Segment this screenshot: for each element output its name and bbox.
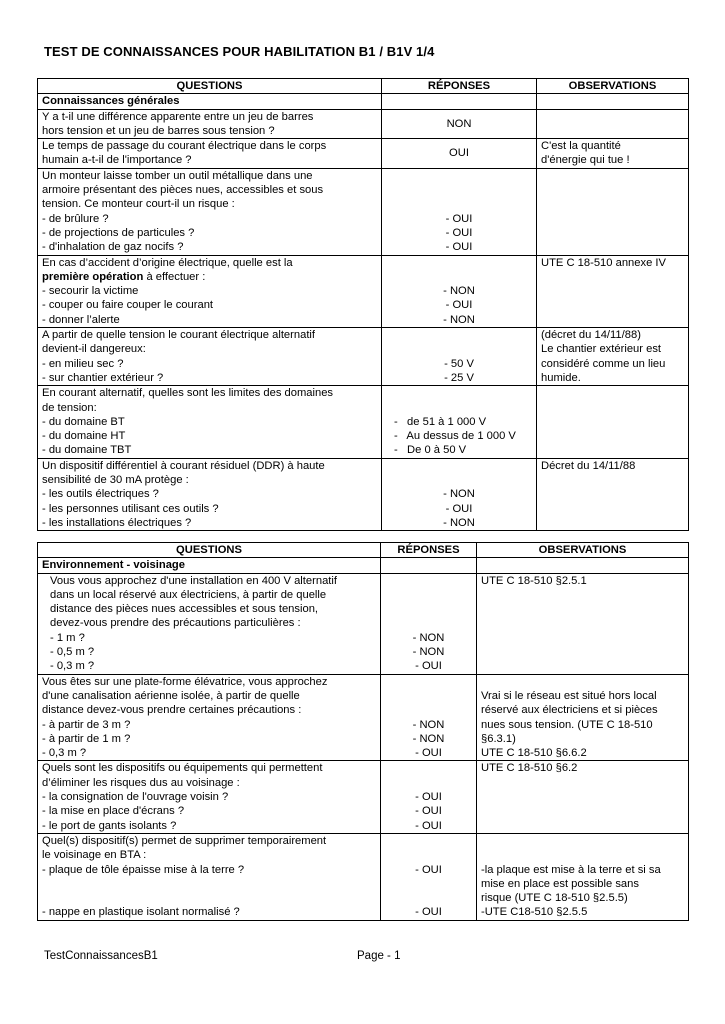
question-cell	[38, 573, 381, 674]
header-questions: QUESTIONS	[38, 79, 382, 94]
answer-line	[385, 675, 472, 689]
question-line: de tension:	[42, 401, 97, 414]
answer-line	[385, 703, 472, 717]
question-line: d’éliminer les risques dus au voisinage :	[42, 776, 240, 789]
question-line: - du domaine TBT	[42, 444, 132, 457]
answer-line: - NON	[443, 488, 475, 501]
question-line: d'une canalisation aérienne isolée, à partir de quelle	[42, 689, 300, 702]
section-row	[38, 94, 689, 109]
question-line: armoire présentant des pièces nues, accessibles et sous	[42, 184, 324, 197]
table-row	[38, 109, 689, 139]
observation-line: risque (UTE C 18-510 §2.5.5)	[481, 892, 628, 905]
observation-cell	[537, 168, 689, 255]
answer-line: - OUI	[415, 791, 442, 804]
answer-line	[386, 183, 532, 197]
answer-cell	[382, 168, 537, 255]
answer-cell	[382, 139, 537, 169]
answer-line	[385, 891, 472, 905]
answer-cell	[381, 833, 477, 920]
answer-line: - Au dessus de 1 000 V	[394, 430, 516, 443]
answer-line	[386, 256, 532, 270]
empty-cell	[477, 558, 689, 573]
answer-cell	[382, 255, 537, 327]
observation-cell	[537, 109, 689, 139]
section-title: Connaissances générales	[38, 94, 382, 109]
observation-cell	[537, 458, 689, 530]
answer-cell	[381, 674, 477, 761]
question-line: humain a-t-il de l'importance ?	[42, 154, 192, 167]
question-line: - en milieu sec ?	[42, 357, 124, 370]
question-line: dans un local réservé aux électriciens, à partir de quelle	[50, 588, 327, 601]
question-line: Un monteur laisse tomber un outil métallique dans une	[42, 169, 313, 182]
answer-line	[386, 169, 532, 183]
observation-line: UTE C 18-510 annexe IV	[541, 256, 666, 269]
question-line: - plaque de tôle épaisse mise à la terre ?	[42, 863, 245, 876]
observation-line: §6.3.1)	[481, 732, 516, 745]
observation-line	[481, 848, 684, 862]
observation-line: -la plaque est mise à la terre et si sa	[481, 863, 661, 876]
observation-line: Décret du 14/11/88	[541, 459, 636, 472]
observation-cell	[477, 674, 689, 761]
observation-line: Le chantier extérieur est	[541, 343, 662, 356]
answer-line: - OUI	[415, 747, 442, 760]
answer-line	[385, 574, 472, 588]
question-cell	[38, 458, 382, 530]
answer-line	[394, 386, 532, 400]
answer-line	[385, 877, 472, 891]
answer-line: - OUI	[445, 212, 473, 225]
knowledge-table-environment	[37, 542, 689, 921]
answer-cell	[382, 458, 537, 530]
answer-line	[385, 761, 472, 775]
answer-line	[386, 342, 532, 356]
answer-line: - NON	[443, 516, 475, 529]
question-cell	[38, 386, 382, 458]
answer-cell	[382, 328, 537, 386]
answer-line: - NON	[443, 285, 475, 298]
table-row	[38, 761, 689, 833]
question-line: - nappe en plastique isolant normalisé ?	[42, 906, 240, 919]
question-line: A partir de quelle tension le courant électrique alternatif	[42, 329, 316, 342]
question-line: distance des pièces nues accessibles et sous tension,	[50, 603, 319, 616]
header-answers: RÉPONSES	[382, 79, 537, 94]
question-line	[42, 877, 376, 891]
observation-cell	[477, 833, 689, 920]
question-line: devient-il dangereux:	[42, 343, 146, 356]
section-row	[38, 558, 689, 573]
question-cell	[38, 833, 381, 920]
table-row	[38, 139, 689, 169]
answer-line: - OUI	[415, 660, 442, 673]
question-line: En courant alternatif, quelles sont les limites des domaines	[42, 387, 334, 400]
observation-line: (décret du 14/11/88)	[541, 329, 641, 342]
answer-line: - De 0 à 50 V	[394, 444, 467, 457]
answer-line	[385, 848, 472, 862]
observation-cell	[537, 139, 689, 169]
footer-document-name: TestConnaissancesB1	[44, 950, 158, 962]
table-row	[38, 674, 689, 761]
observation-cell	[537, 255, 689, 327]
answer-line	[385, 588, 472, 602]
question-line: - d'inhalation de gaz nocifs ?	[42, 241, 184, 254]
observation-line: C'est la quantité	[541, 140, 621, 153]
observation-cell	[537, 386, 689, 458]
question-line: - du domaine BT	[42, 415, 125, 428]
answer-line	[385, 689, 472, 703]
question-line: Y a t-il une différence apparente entre un jeu de barres	[42, 110, 314, 123]
knowledge-table-general	[37, 78, 689, 531]
answer-cell	[381, 761, 477, 833]
question-line: - de projections de particules ?	[42, 226, 195, 239]
question-line	[42, 270, 377, 284]
question-line: tension. Ce monteur court-il un risque :	[42, 198, 235, 211]
header-observations: OBSERVATIONS	[537, 79, 689, 94]
answer-line: - 50 V	[444, 357, 474, 370]
answer-line: - OUI	[415, 863, 442, 876]
answer-line	[385, 834, 472, 848]
section-title: Environnement - voisinage	[38, 558, 381, 573]
answer-line: - de 51 à 1 000 V	[394, 415, 487, 428]
observation-cell	[477, 573, 689, 674]
question-line-end: à effectuer :	[143, 270, 206, 283]
observation-line: UTE C 18-510 §6.6.2	[481, 747, 587, 760]
question-line: - le port de gants isolants ?	[42, 819, 177, 832]
observation-line: humide.	[541, 371, 581, 384]
answer-line	[394, 401, 532, 415]
question-cell	[38, 168, 382, 255]
question-line: Quel(s) dispositif(s) permet de supprimer temporairement	[42, 834, 327, 847]
observation-line: UTE C 18-510 §2.5.1	[481, 574, 587, 587]
answer-line: OUI	[449, 147, 469, 160]
answer-line: - 25 V	[444, 371, 474, 384]
question-line: - donner l’alerte	[42, 313, 120, 326]
answer-line: - NON	[443, 313, 475, 326]
table-row	[38, 255, 689, 327]
table-header-row	[38, 543, 689, 558]
question-line: - 1 m ?	[50, 631, 85, 644]
answer-line: - OUI	[445, 226, 473, 239]
question-cell	[38, 139, 382, 169]
question-line: hors tension et un jeu de barres sous tension ?	[42, 124, 275, 137]
question-line: - du domaine HT	[42, 430, 126, 443]
answer-line	[386, 328, 532, 342]
question-line: Vous êtes sur une plate-forme élévatrice, vous approchez	[42, 675, 328, 688]
question-cell	[38, 255, 382, 327]
table-row	[38, 386, 689, 458]
answer-line	[386, 473, 532, 487]
question-line: Le temps de passage du courant électrique dans le corps	[42, 140, 327, 153]
observation-line	[481, 675, 684, 689]
answer-line	[385, 776, 472, 790]
question-line: Quels sont les dispositifs ou équipements qui permettent	[42, 762, 323, 775]
answer-line	[385, 616, 472, 630]
question-line: le voisinage en BTA :	[42, 849, 147, 862]
question-cell	[38, 109, 382, 139]
observation-line: considéré comme un lieu	[541, 357, 666, 370]
question-cell	[38, 761, 381, 833]
question-line: Un dispositif différentiel à courant résiduel (DDR) à haute	[42, 459, 325, 472]
observation-line: Vrai si le réseau est situé hors local	[481, 689, 657, 702]
observation-line: réservé aux électriciens et si pièces	[481, 704, 658, 717]
question-line: - secourir la victime	[42, 285, 139, 298]
question-line: distance devez-vous prendre certaines précautions :	[42, 704, 302, 717]
answer-line: NON	[446, 117, 472, 130]
question-line: - 0,5 m ?	[50, 646, 95, 659]
answer-cell	[382, 109, 537, 139]
answer-line	[385, 602, 472, 616]
question-line: - la consignation de l'ouvrage voisin ?	[42, 791, 229, 804]
question-line	[42, 891, 376, 905]
answer-line: - NON	[412, 732, 445, 745]
answer-line: - NON	[412, 646, 445, 659]
empty-cell	[381, 558, 477, 573]
answer-line: - OUI	[415, 805, 442, 818]
answer-line: - NON	[412, 631, 445, 644]
question-cell	[38, 674, 381, 761]
header-answers: RÉPONSES	[381, 543, 477, 558]
table-header-row	[38, 79, 689, 94]
footer-page-number: Page - 1	[357, 950, 401, 962]
answer-line	[386, 459, 532, 473]
question-cell	[38, 328, 382, 386]
answer-line: - OUI	[415, 819, 442, 832]
header-observations: OBSERVATIONS	[477, 543, 689, 558]
question-line: - de brûlure ?	[42, 212, 109, 225]
observation-line: -UTE C18-510 §2.5.5	[481, 906, 588, 919]
answer-cell	[382, 386, 537, 458]
answer-line: - OUI	[445, 502, 473, 515]
observation-line	[481, 834, 684, 848]
table-row	[38, 458, 689, 530]
answer-cell	[381, 573, 477, 674]
observation-line: mise en place est possible sans	[481, 877, 639, 890]
question-line: - 0,3 m ?	[42, 747, 87, 760]
question-line: - la mise en place d'écrans ?	[42, 805, 185, 818]
table-row	[38, 168, 689, 255]
question-line: - les personnes utilisant ces outils ?	[42, 502, 219, 515]
table-row	[38, 328, 689, 386]
observation-line: nues sous tension. (UTE C 18-510	[481, 718, 653, 731]
answer-line: - OUI	[445, 299, 473, 312]
table-row	[38, 573, 689, 674]
question-line: - à partir de 3 m ?	[42, 718, 131, 731]
question-emphasis: première opération	[42, 270, 144, 283]
question-line: - couper ou faire couper le courant	[42, 299, 214, 312]
answer-line: - NON	[412, 718, 445, 731]
question-line: sensibilité de 30 mA protège :	[42, 474, 189, 487]
observation-cell	[537, 328, 689, 386]
question-line: devez-vous prendre des précautions particulières :	[50, 617, 301, 630]
observation-line: d'énergie qui tue !	[541, 154, 630, 167]
answer-line	[386, 197, 532, 211]
question-line: - 0,3 m ?	[50, 660, 95, 673]
answer-line	[386, 270, 532, 284]
header-questions: QUESTIONS	[38, 543, 381, 558]
question-line: En cas d’accident d’origine électrique, quelle est la	[42, 256, 293, 269]
empty-cell	[537, 94, 689, 109]
answer-line: - OUI	[445, 241, 473, 254]
answer-line: - OUI	[415, 906, 442, 919]
observation-line: UTE C 18-510 §6.2	[481, 762, 578, 775]
question-line: Vous vous approchez d'une installation en 400 V alternatif	[50, 574, 337, 587]
table-row	[38, 833, 689, 920]
document-title: TEST DE CONNAISSANCES POUR HABILITATION B1 / B1V 1/4	[44, 44, 435, 59]
question-line: - à partir de 1 m ?	[42, 732, 131, 745]
question-line: - les outils électriques ?	[42, 488, 159, 501]
empty-cell	[382, 94, 537, 109]
observation-cell	[477, 761, 689, 833]
question-line: - les installations électriques ?	[42, 516, 192, 529]
question-line: - sur chantier extérieur ?	[42, 371, 164, 384]
